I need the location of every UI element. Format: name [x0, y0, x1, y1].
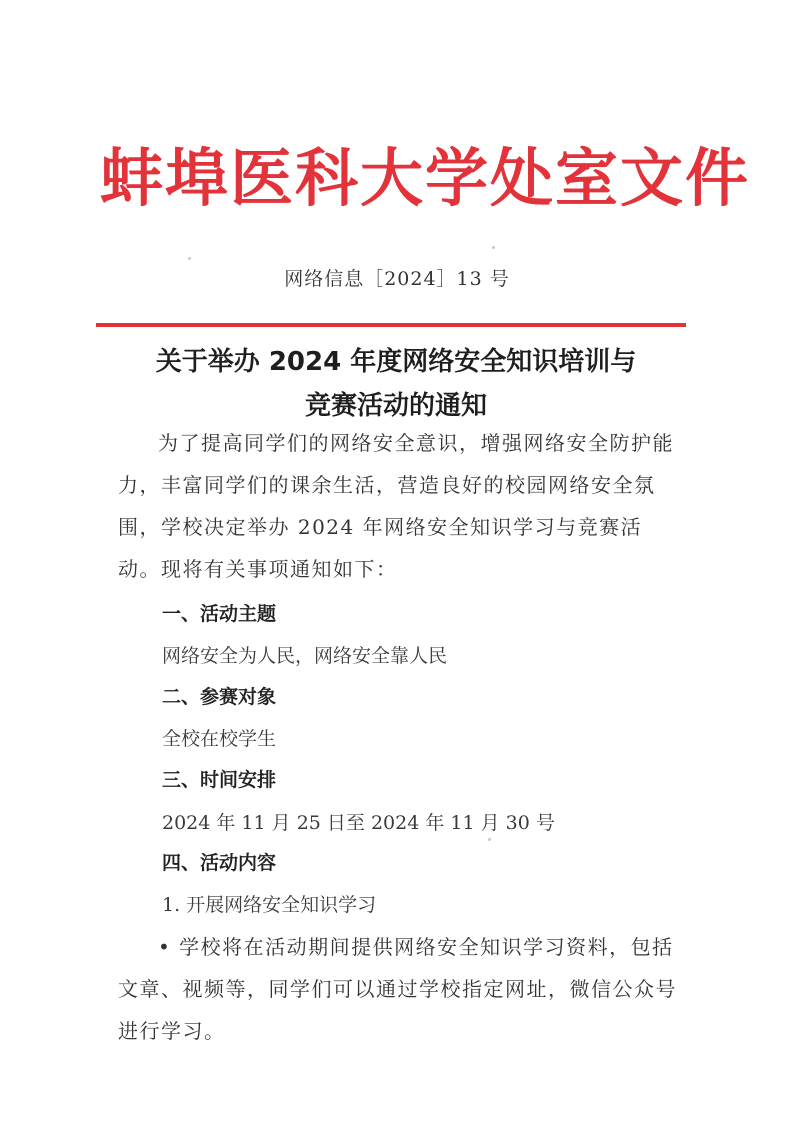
section-content-theme: 网络安全为人民，网络安全靠人民: [162, 645, 448, 667]
section-heading-theme: 一、活动主题: [162, 603, 277, 625]
intro-paragraph: 为了提高同学们的网络安全意识，增强网络安全防护能力，丰富同学们的课余生活，营造良好的校园网络安全氛围，学校决定举办 2024 年网络安全知识学习与竞赛活动。现将有关事项通知如下：: [118, 431, 674, 581]
section-content-schedule: 2024 年 11 月 25 日至 2024 年 11 月 30 号: [162, 812, 555, 834]
content-bullet-1: [118, 926, 678, 1052]
scan-speck: [492, 246, 495, 249]
red-divider-line: [96, 323, 686, 327]
bullet-dot-icon: •: [158, 935, 172, 959]
section-heading-participants: 二、参赛对象: [162, 686, 277, 708]
masthead-title: 蚌埠医科大学处室文件: [100, 141, 750, 215]
scan-speck: [488, 838, 491, 841]
section-content-participants: 全校在校学生: [162, 728, 277, 750]
scan-speck: [188, 257, 191, 260]
section-heading-content: 四、活动内容: [162, 852, 277, 874]
notice-title-line-2: 竞赛活动的通知: [304, 391, 487, 421]
notice-title-line-1: 关于举办 2024 年度网络安全知识培训与: [155, 347, 637, 377]
document-number: 网络信息［2024］13 号: [284, 268, 510, 290]
content-bullet-1-text: 学校将在活动期间提供网络安全知识学习资料，包括文章、视频等，同学们可以通过学校指定网址，微信公众号进行学习。: [118, 935, 677, 1043]
section-heading-schedule: 三、时间安排: [162, 769, 277, 791]
content-item-1: 1. 开展网络安全知识学习: [162, 894, 377, 916]
